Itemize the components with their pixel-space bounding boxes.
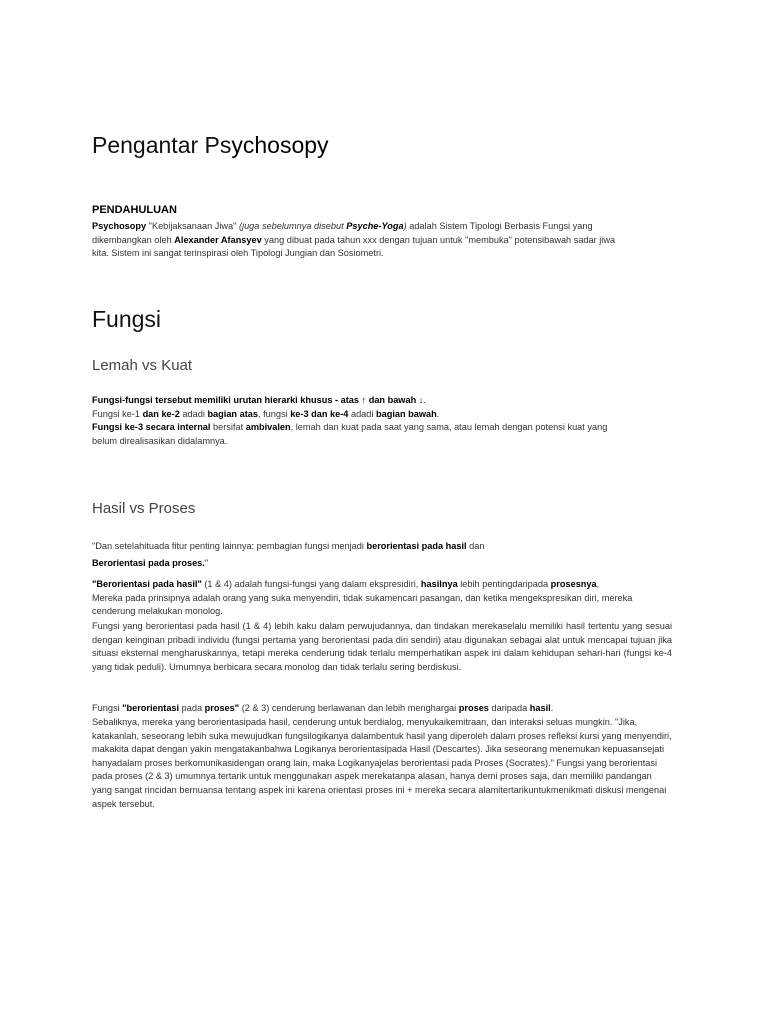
text: pada: [179, 703, 205, 713]
term: hasil: [529, 703, 551, 713]
term-psyche-yoga: Psyche-Yoga: [346, 221, 404, 231]
heading-lemah-vs-kuat: Lemah vs Kuat: [92, 357, 193, 374]
intro-text: adalah Sistem Tipologi Berbasis Fungsi yang: [406, 221, 593, 231]
heading-hasil-vs-proses: Hasil vs Proses: [92, 500, 196, 517]
text: , fungsi: [258, 408, 291, 419]
punct: .: [596, 579, 600, 589]
punct: .: [550, 703, 554, 713]
term: Berorientasi pada proses.: [92, 558, 205, 568]
text: "Dan setelahituada fitur penting lainnya: pembagian fungsi menjadi: [92, 541, 367, 551]
hasil-proses-intro: [92, 538, 672, 572]
term: ambivalen: [245, 422, 291, 433]
text: ": [204, 558, 209, 568]
lemah-kuat-line-4: belum direalisasikan didalamnya.: [92, 435, 228, 446]
text: adadi: [348, 408, 376, 419]
hasil-paragraph-1: [92, 578, 672, 619]
text: adadi: [179, 408, 208, 419]
intro-paragraph: [92, 220, 672, 261]
hasil-paragraph-2: Fungsi yang berorientasi pada hasil (1 & 4) lebih kaku dalam perwujudannya, dan tindakan merekaselalu memiliki hasil tertentu yang sesuai dengan keinginan pribadi individu (fungsi pertama yang berorientasi pada diri sendiri) atau digunakan sebagai alat untuk mencapai tujuan jika situasi eksternal mengharuskannya, tetapi mereka cenderung tidak terlalu memperhatikan aspek ini dalam kehidupan sehari-hari (fungsi ke-4 yang tidak peduli). Umumnya berbicara secara monolog dan tidak terlalu sering berdiskusi.: [92, 621, 672, 672]
text: bersifat: [210, 422, 246, 433]
term: hasilnya: [420, 579, 458, 589]
term: "berorientasi: [122, 703, 180, 713]
term: prosesnya: [550, 579, 597, 589]
text: dan: [466, 541, 485, 551]
text: , lemah dan kuat pada saat yang sama, atau lemah dengan potensi kuat yang: [290, 422, 608, 433]
term: berorientasi pada hasil: [366, 541, 467, 551]
text: Fungsi: [92, 703, 123, 713]
proses-paragraph-2: Sebaliknya, mereka yang berorientasipada hasil, cenderung untuk berdialog, menyukaikemitraan, dan interaksi seluas mungkin. "Jika, katakanlah, seseorang lebih suka mewujudkan fungsilogikanya dalambentuk hasil yang diperoleh dalam proses refleksi kursi yang menyendiri, makakita dapat dengan yakin mengatakanbahwa Logikanya berorientasipada Hasil (Descartes). Jika seseorang menemukan kepuasansejati hanyadalam proses berkomunikasidengan orang lain, maka Logikanyajelas berorientasi pada Proses (Socrates)." Fungsi yang berorientasi pada proses (2 & 3) umumnya tertarik untuk menggunakan aspek merekatanpa alasan, hanya demi proses saja, dan memiliki pandangan yang sangat rincidan bernuansa tentang aspek ini karena orientasi proses ini + mereka secara alamitertarikuntukmenikmati diskusi mengenai aspek tersebut.: [92, 717, 672, 809]
term: bagian atas: [207, 408, 258, 419]
lemah-kuat-paragraph: [92, 394, 672, 448]
intro-line-3: kita. Sistem ini sangat terinspirasi oleh Tipologi Jungian dan Sosiometri.: [92, 248, 384, 259]
heading-fungsi: Fungsi: [92, 306, 162, 332]
intro-italic: (juga sebelumnya disebut: [238, 221, 347, 231]
hasil-paragraph-1-rest: Mereka pada prinsipnya adalah orang yang suka menyendiri, tidak sukamencari pasangan, dan ketika mengekspresikan diri, mereka cenderung melakukan monolog.: [92, 592, 633, 617]
intro-italic-close: ): [403, 221, 407, 231]
page-title: [92, 132, 329, 159]
text: Fungsi ke-1: [92, 408, 143, 419]
proses-paragraph-1: [92, 702, 672, 716]
term: proses: [458, 703, 489, 713]
text: (2 & 3) cenderung berlawanan dan lebih menghargai: [239, 703, 459, 713]
punct: .: [423, 395, 426, 405]
term: dan ke-2: [142, 408, 180, 419]
text: daripada: [488, 703, 530, 713]
intro-text: dikembangkan oleh: [92, 234, 175, 245]
term: "Berorientasi pada hasil": [92, 579, 202, 589]
title-part2: ychosopy: [231, 132, 329, 158]
hierarchy-text: Fungsi-fungsi tersebut memiliki urutan hierarki khusus - atas ↑ dan bawah ↓: [92, 395, 424, 405]
author-name: Alexander Afansyev: [174, 234, 262, 245]
text: lebih pentingdaripada: [457, 579, 551, 589]
intro-text: yang dibuat pada tahun xxx dengan tujuan untuk "membuka" potensibawah sadar jiwa: [261, 234, 616, 245]
section-heading-pendahuluan: PENDAHULUAN: [92, 204, 177, 216]
text: (1 & 4) adalah fungsi-fungsi yang dalam ekspresidiri,: [201, 579, 421, 589]
title-part1: Pengantar Ps: [92, 132, 232, 158]
term-psychosopy: Psychosopy: [92, 221, 147, 231]
term: proses": [204, 703, 240, 713]
term: bagian bawah: [376, 408, 437, 419]
term: ke-3 dan ke-4: [290, 408, 349, 419]
punct: .: [436, 408, 440, 419]
term: Fungsi ke-3 secara internal: [92, 422, 211, 433]
intro-text: "Kebijaksanaan Jiwa": [146, 221, 239, 231]
